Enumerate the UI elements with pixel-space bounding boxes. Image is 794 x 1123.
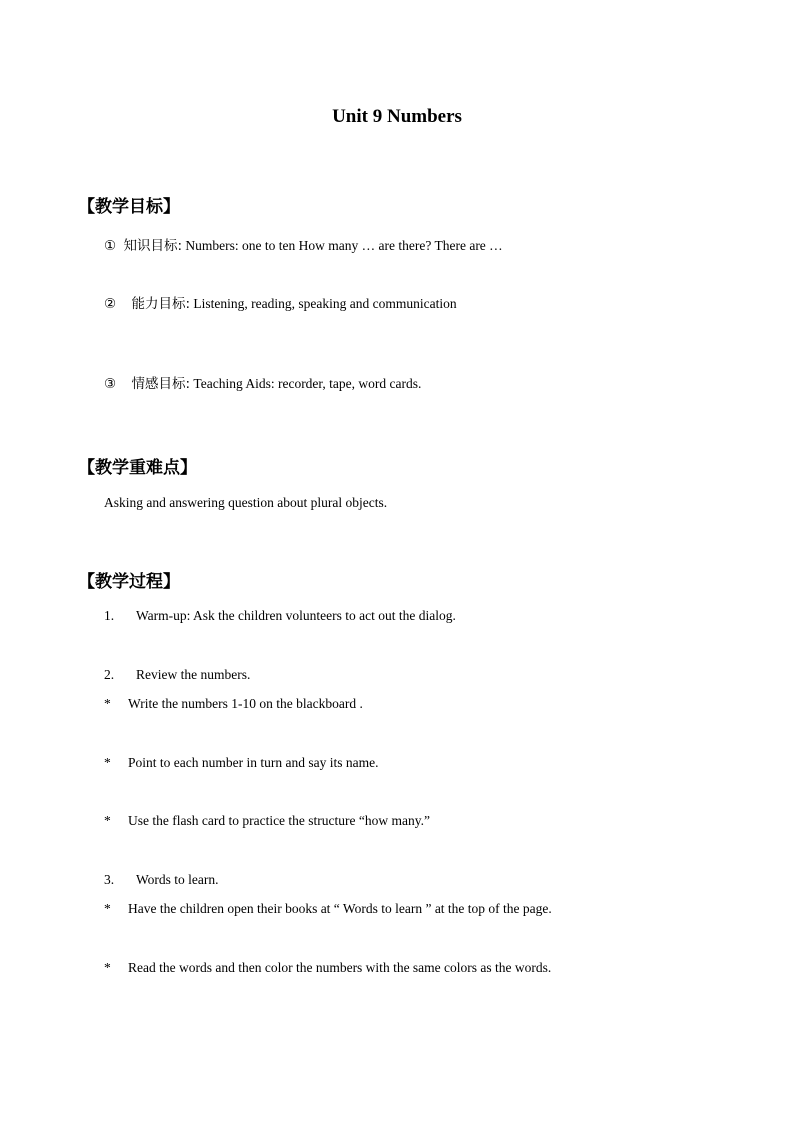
bullet-text: Have the children open their books at “ Words to learn ” at the top of the page. bbox=[128, 901, 552, 916]
step-text: Warm-up: Ask the children volunteers to act out the dialog. bbox=[136, 608, 456, 623]
list-item bbox=[104, 696, 363, 712]
step-number: 1. bbox=[104, 608, 115, 623]
objective-item-ability bbox=[104, 292, 457, 312]
objective-text: Listening, reading, speaking and communication bbox=[190, 296, 457, 311]
bullet-text: Read the words and then color the numbers with the same colors as the words. bbox=[128, 960, 552, 975]
bullet-text: Point to each number in turn and say its name. bbox=[128, 755, 379, 770]
step-text: Review the numbers. bbox=[136, 667, 251, 682]
objective-text: Teaching Aids: recorder, tape, word cards. bbox=[190, 376, 422, 391]
objective-item-emotion bbox=[104, 372, 421, 392]
objective-item-knowledge bbox=[104, 234, 503, 254]
step-number: 3. bbox=[104, 872, 115, 887]
list-item bbox=[104, 901, 552, 917]
bullet-text: Write the numbers 1-10 on the blackboard . bbox=[128, 696, 363, 711]
objective-label: 情感目标: bbox=[131, 376, 191, 392]
section-heading-key-points: 【教学重难点】 bbox=[78, 458, 197, 478]
key-points-text: Asking and answering question about plural objects. bbox=[104, 495, 388, 510]
list-item bbox=[104, 960, 551, 976]
process-step-1 bbox=[104, 608, 456, 624]
step-text: Words to learn. bbox=[136, 872, 219, 887]
objective-label: 能力目标: bbox=[131, 296, 191, 312]
bullet-star-icon: * bbox=[104, 755, 111, 770]
page-title: Unit 9 Numbers bbox=[332, 106, 462, 127]
objective-marker: ① bbox=[104, 238, 117, 254]
process-step-2 bbox=[104, 667, 250, 683]
process-step-3 bbox=[104, 872, 219, 888]
section-heading-objectives: 【教学目标】 bbox=[78, 197, 180, 217]
list-item bbox=[104, 755, 378, 771]
bullet-star-icon: * bbox=[104, 696, 111, 711]
objective-label: 知识目标: bbox=[123, 238, 183, 254]
bullet-text: Use the flash card to practice the structure “how many.” bbox=[128, 813, 430, 828]
bullet-star-icon: * bbox=[104, 960, 111, 975]
list-item bbox=[104, 813, 430, 829]
section-heading-process: 【教学过程】 bbox=[78, 572, 180, 592]
bullet-star-icon: * bbox=[104, 901, 111, 916]
objective-marker: ③ bbox=[104, 376, 117, 392]
bullet-star-icon: * bbox=[104, 813, 111, 828]
objective-text: Numbers: one to ten How many … are there? There are … bbox=[182, 238, 503, 253]
objective-marker: ② bbox=[104, 296, 117, 312]
step-number: 2. bbox=[104, 667, 115, 682]
